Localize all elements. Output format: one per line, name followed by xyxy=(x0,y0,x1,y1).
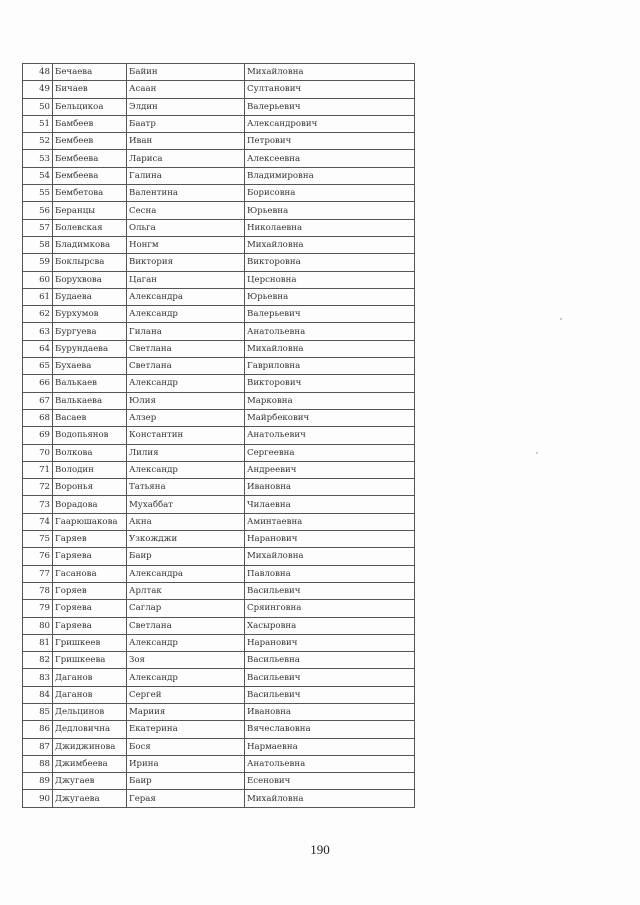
surname-cell: Гришкеева xyxy=(53,652,127,669)
first-name-cell: Светлана xyxy=(127,358,245,375)
table-row xyxy=(23,409,415,426)
row-number: 49 xyxy=(23,81,53,98)
surname-cell: Гаряева xyxy=(53,617,127,634)
page-number: 190 xyxy=(310,842,330,857)
name-table xyxy=(22,63,415,808)
table-row xyxy=(23,306,415,323)
first-name-cell: Акна xyxy=(127,513,245,530)
table-row xyxy=(23,479,415,496)
patronymic-cell: Анатольевна xyxy=(245,755,415,772)
surname-cell: Даганов xyxy=(53,669,127,686)
patronymic-cell: Марковна xyxy=(245,392,415,409)
surname-cell: Воронья xyxy=(53,479,127,496)
table-row xyxy=(23,115,415,132)
patronymic-cell: Васильевич xyxy=(245,669,415,686)
first-name-cell: Асаан xyxy=(127,81,245,98)
patronymic-cell: Церсновна xyxy=(245,271,415,288)
row-number: 51 xyxy=(23,115,53,132)
table-row xyxy=(23,323,415,340)
surname-cell: Джимбеева xyxy=(53,755,127,772)
first-name-cell: Ирина xyxy=(127,755,245,772)
row-number: 48 xyxy=(23,64,53,81)
row-number: 52 xyxy=(23,133,53,150)
patronymic-cell: Гавриловна xyxy=(245,358,415,375)
table-row xyxy=(23,773,415,790)
row-number: 86 xyxy=(23,721,53,738)
row-number: 82 xyxy=(23,652,53,669)
first-name-cell: Лариса xyxy=(127,150,245,167)
row-number: 88 xyxy=(23,755,53,772)
surname-cell: Гаарюшакова xyxy=(53,513,127,530)
table-row xyxy=(23,548,415,565)
patronymic-cell: Ивановна xyxy=(245,703,415,720)
surname-cell: Болевская xyxy=(53,219,127,236)
patronymic-cell: Сряинговна xyxy=(245,600,415,617)
row-number: 72 xyxy=(23,479,53,496)
patronymic-cell: Михайловна xyxy=(245,548,415,565)
row-number: 81 xyxy=(23,634,53,651)
patronymic-cell: Ивановна xyxy=(245,479,415,496)
surname-cell: Бухаева xyxy=(53,358,127,375)
row-number: 53 xyxy=(23,150,53,167)
table-row xyxy=(23,98,415,115)
surname-cell: Беранцы xyxy=(53,202,127,219)
surname-cell: Бурхумов xyxy=(53,306,127,323)
row-number: 67 xyxy=(23,392,53,409)
first-name-cell: Сесна xyxy=(127,202,245,219)
first-name-cell: Александр xyxy=(127,375,245,392)
first-name-cell: Баир xyxy=(127,773,245,790)
patronymic-cell: Нармаевна xyxy=(245,738,415,755)
row-number: 57 xyxy=(23,219,53,236)
surname-cell: Джугаев xyxy=(53,773,127,790)
surname-cell: Бурундаева xyxy=(53,340,127,357)
patronymic-cell: Сергеевна xyxy=(245,444,415,461)
patronymic-cell: Владимировна xyxy=(245,167,415,184)
first-name-cell: Мариия xyxy=(127,703,245,720)
surname-cell: Ворадова xyxy=(53,496,127,513)
first-name-cell: Иван xyxy=(127,133,245,150)
table-row xyxy=(23,392,415,409)
table-row xyxy=(23,703,415,720)
surname-cell: Бембетова xyxy=(53,185,127,202)
row-number: 61 xyxy=(23,288,53,305)
first-name-cell: Нонгм xyxy=(127,236,245,253)
patronymic-cell: Александрович xyxy=(245,115,415,132)
table-row xyxy=(23,185,415,202)
row-number: 87 xyxy=(23,738,53,755)
patronymic-cell: Андреевич xyxy=(245,461,415,478)
surname-cell: Горяев xyxy=(53,582,127,599)
row-number: 54 xyxy=(23,167,53,184)
patronymic-cell: Валерьевич xyxy=(245,98,415,115)
first-name-cell: Узкожджи xyxy=(127,531,245,548)
table-row xyxy=(23,565,415,582)
table-row xyxy=(23,254,415,271)
surname-cell: Будаева xyxy=(53,288,127,305)
patronymic-cell: Михайловна xyxy=(245,236,415,253)
row-number: 65 xyxy=(23,358,53,375)
patronymic-cell: Анатольевич xyxy=(245,427,415,444)
surname-cell: Борухвова xyxy=(53,271,127,288)
row-number: 84 xyxy=(23,686,53,703)
surname-cell: Бичаев xyxy=(53,81,127,98)
surname-cell: Бладимкова xyxy=(53,236,127,253)
row-number: 66 xyxy=(23,375,53,392)
row-number: 62 xyxy=(23,306,53,323)
first-name-cell: Мухаббат xyxy=(127,496,245,513)
patronymic-cell: Наранович xyxy=(245,531,415,548)
first-name-cell: Арлтак xyxy=(127,582,245,599)
patronymic-cell: Викторович xyxy=(245,375,415,392)
table-row xyxy=(23,271,415,288)
patronymic-cell: Чилаевна xyxy=(245,496,415,513)
first-name-cell: Байин xyxy=(127,64,245,81)
first-name-cell: Сергей xyxy=(127,686,245,703)
surname-cell: Боклырсва xyxy=(53,254,127,271)
surname-cell: Бембеев xyxy=(53,133,127,150)
first-name-cell: Саглар xyxy=(127,600,245,617)
first-name-cell: Галина xyxy=(127,167,245,184)
surname-cell: Волкова xyxy=(53,444,127,461)
row-number: 68 xyxy=(23,409,53,426)
patronymic-cell: Юрьевна xyxy=(245,202,415,219)
table-row xyxy=(23,496,415,513)
table-row xyxy=(23,150,415,167)
table-row xyxy=(23,582,415,599)
first-name-cell: Светлана xyxy=(127,340,245,357)
first-name-cell: Алзер xyxy=(127,409,245,426)
table-row xyxy=(23,738,415,755)
row-number: 74 xyxy=(23,513,53,530)
table-row xyxy=(23,358,415,375)
table-row xyxy=(23,755,415,772)
table-row xyxy=(23,444,415,461)
table-row xyxy=(23,686,415,703)
patronymic-cell: Алексеевна xyxy=(245,150,415,167)
row-number: 58 xyxy=(23,236,53,253)
surname-cell: Валькаева xyxy=(53,392,127,409)
scan-speck xyxy=(536,452,538,454)
surname-cell: Валькаев xyxy=(53,375,127,392)
row-number: 75 xyxy=(23,531,53,548)
first-name-cell: Цаган xyxy=(127,271,245,288)
patronymic-cell: Павловна xyxy=(245,565,415,582)
patronymic-cell: Михайловна xyxy=(245,64,415,81)
table-row xyxy=(23,634,415,651)
table-row xyxy=(23,375,415,392)
first-name-cell: Константин xyxy=(127,427,245,444)
patronymic-cell: Васильевич xyxy=(245,686,415,703)
table-row xyxy=(23,652,415,669)
table-row xyxy=(23,600,415,617)
patronymic-cell: Михайловна xyxy=(245,340,415,357)
patronymic-cell: Есенович xyxy=(245,773,415,790)
table-row xyxy=(23,531,415,548)
table-row xyxy=(23,133,415,150)
table-row xyxy=(23,81,415,98)
row-number: 90 xyxy=(23,790,53,807)
patronymic-cell: Петрович xyxy=(245,133,415,150)
first-name-cell: Баатр xyxy=(127,115,245,132)
patronymic-cell: Валерьевич xyxy=(245,306,415,323)
table-row xyxy=(23,790,415,807)
row-number: 69 xyxy=(23,427,53,444)
surname-cell: Гаряев xyxy=(53,531,127,548)
row-number: 76 xyxy=(23,548,53,565)
patronymic-cell: Васильевна xyxy=(245,652,415,669)
first-name-cell: Ольга xyxy=(127,219,245,236)
first-name-cell: Герая xyxy=(127,790,245,807)
table-row xyxy=(23,513,415,530)
surname-cell: Гасанова xyxy=(53,565,127,582)
patronymic-cell: Юрьевна xyxy=(245,288,415,305)
patronymic-cell: Викторовна xyxy=(245,254,415,271)
row-number: 89 xyxy=(23,773,53,790)
patronymic-cell: Борисовна xyxy=(245,185,415,202)
row-number: 71 xyxy=(23,461,53,478)
surname-cell: Бельцикоа xyxy=(53,98,127,115)
table-row xyxy=(23,340,415,357)
table-row xyxy=(23,427,415,444)
surname-cell: Дельцинов xyxy=(53,703,127,720)
table-row xyxy=(23,202,415,219)
table-row xyxy=(23,167,415,184)
row-number: 78 xyxy=(23,582,53,599)
first-name-cell: Валентина xyxy=(127,185,245,202)
patronymic-cell: Вячеславовна xyxy=(245,721,415,738)
name-table-body xyxy=(23,64,415,808)
row-number: 73 xyxy=(23,496,53,513)
row-number: 63 xyxy=(23,323,53,340)
patronymic-cell: Михайловна xyxy=(245,790,415,807)
first-name-cell: Александр xyxy=(127,669,245,686)
row-number: 83 xyxy=(23,669,53,686)
surname-cell: Бембеева xyxy=(53,167,127,184)
table-row xyxy=(23,461,415,478)
surname-cell: Водопьянов xyxy=(53,427,127,444)
surname-cell: Дедловична xyxy=(53,721,127,738)
patronymic-cell: Султанович xyxy=(245,81,415,98)
row-number: 60 xyxy=(23,271,53,288)
patronymic-cell: Майрбекович xyxy=(245,409,415,426)
surname-cell: Бембеева xyxy=(53,150,127,167)
row-number: 59 xyxy=(23,254,53,271)
surname-cell: Джиджинова xyxy=(53,738,127,755)
first-name-cell: Зоя xyxy=(127,652,245,669)
patronymic-cell: Хасыровна xyxy=(245,617,415,634)
surname-cell: Джугаева xyxy=(53,790,127,807)
row-number: 79 xyxy=(23,600,53,617)
table-row xyxy=(23,721,415,738)
surname-cell: Горяева xyxy=(53,600,127,617)
first-name-cell: Александр xyxy=(127,306,245,323)
first-name-cell: Александр xyxy=(127,634,245,651)
surname-cell: Бамбеев xyxy=(53,115,127,132)
row-number: 85 xyxy=(23,703,53,720)
patronymic-cell: Васильевич xyxy=(245,582,415,599)
table-row xyxy=(23,236,415,253)
first-name-cell: Лилия xyxy=(127,444,245,461)
row-number: 55 xyxy=(23,185,53,202)
surname-cell: Бечаева xyxy=(53,64,127,81)
first-name-cell: Элдин xyxy=(127,98,245,115)
patronymic-cell: Анатольевна xyxy=(245,323,415,340)
row-number: 70 xyxy=(23,444,53,461)
first-name-cell: Светлана xyxy=(127,617,245,634)
surname-cell: Гришкеев xyxy=(53,634,127,651)
row-number: 77 xyxy=(23,565,53,582)
row-number: 56 xyxy=(23,202,53,219)
first-name-cell: Баир xyxy=(127,548,245,565)
first-name-cell: Татьяна xyxy=(127,479,245,496)
first-name-cell: Виктория xyxy=(127,254,245,271)
table-row xyxy=(23,669,415,686)
table-row xyxy=(23,64,415,81)
surname-cell: Володин xyxy=(53,461,127,478)
surname-cell: Гаряева xyxy=(53,548,127,565)
scan-speck xyxy=(560,318,562,320)
table-row xyxy=(23,288,415,305)
row-number: 50 xyxy=(23,98,53,115)
first-name-cell: Екатерина xyxy=(127,721,245,738)
row-number: 80 xyxy=(23,617,53,634)
patronymic-cell: Наранович xyxy=(245,634,415,651)
surname-cell: Бургуева xyxy=(53,323,127,340)
surname-cell: Даганов xyxy=(53,686,127,703)
table-row xyxy=(23,219,415,236)
surname-cell: Васаев xyxy=(53,409,127,426)
first-name-cell: Александра xyxy=(127,565,245,582)
table-row xyxy=(23,617,415,634)
first-name-cell: Бося xyxy=(127,738,245,755)
first-name-cell: Александра xyxy=(127,288,245,305)
first-name-cell: Гилана xyxy=(127,323,245,340)
first-name-cell: Александр xyxy=(127,461,245,478)
row-number: 64 xyxy=(23,340,53,357)
patronymic-cell: Аминтаевна xyxy=(245,513,415,530)
patronymic-cell: Николаевна xyxy=(245,219,415,236)
first-name-cell: Юлия xyxy=(127,392,245,409)
